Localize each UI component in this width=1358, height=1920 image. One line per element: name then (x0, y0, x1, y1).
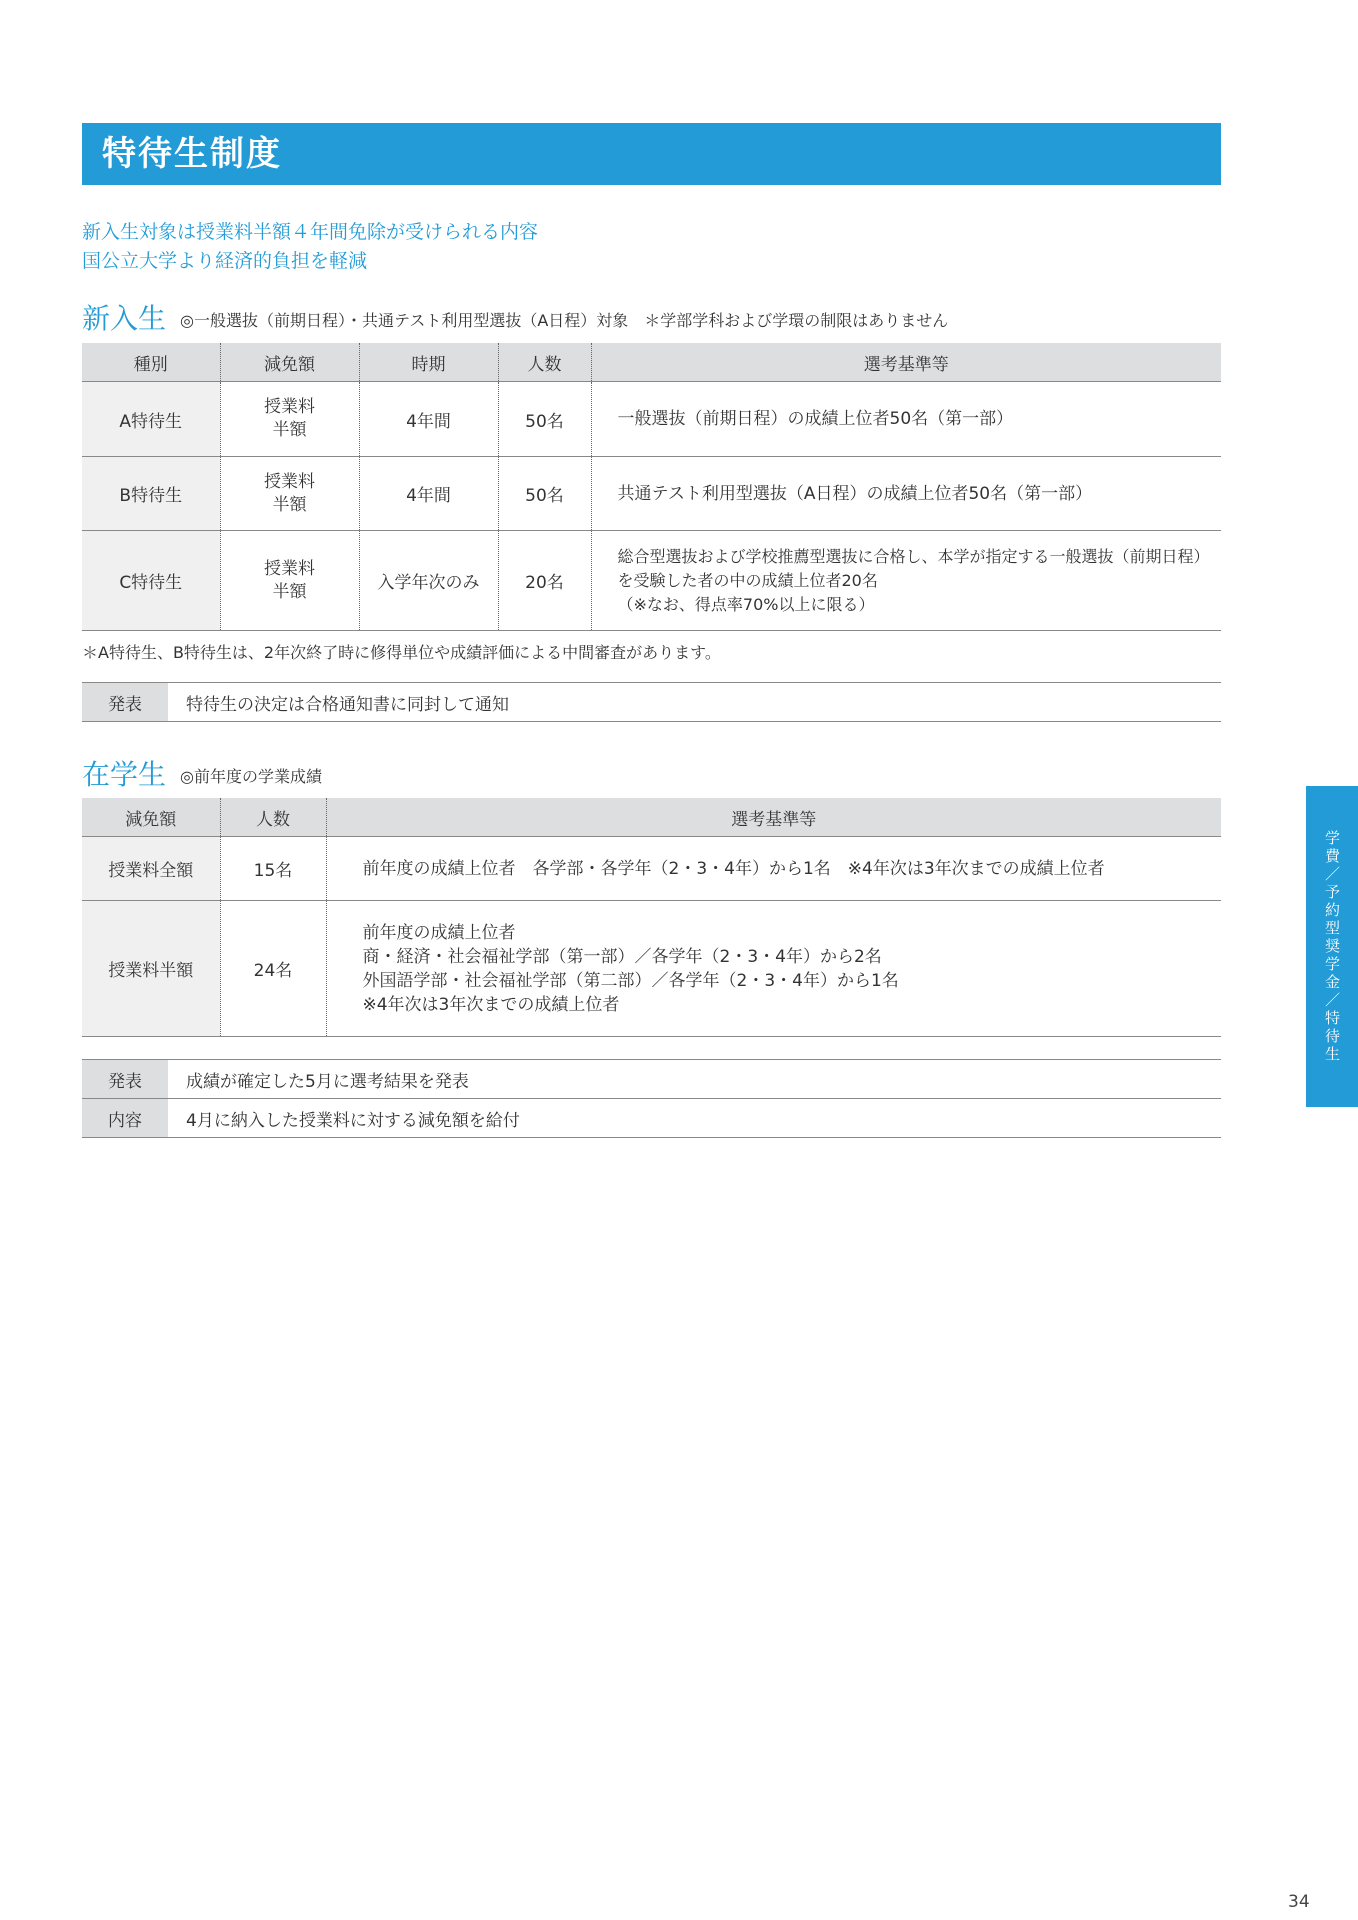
table-header-row (82, 798, 1221, 837)
section-note: ◎一般選抜（前期日程）・共通テスト利用型選抜（A日程）対象 ＊学部学科および学環の制限はありません (180, 311, 949, 330)
reduction-line: 半額 (272, 581, 307, 602)
criteria-line: を受験した者の中の成績上位者20名 (617, 570, 878, 590)
info-value: 4月に納入した授業料に対する減免額を給付 (186, 1110, 520, 1131)
info-row (82, 683, 1221, 722)
criteria-cell (326, 901, 1221, 1037)
criteria-line: 共通テスト利用型選抜（A日程）の成績上位者50名（第一部） (617, 483, 1093, 504)
new-students-table (82, 343, 1221, 631)
period-cell: 4年間 (359, 457, 498, 531)
section-note: ◎前年度の学業成績 (180, 767, 322, 786)
reduction-line: 授業料 (264, 397, 315, 417)
table-row (82, 901, 1221, 1037)
reduction-cell: 授業料半額 (82, 901, 220, 1037)
type-cell: C特待生 (82, 531, 220, 631)
type-cell: B特待生 (82, 457, 220, 531)
side-tab-label: 学費／予約型奨学金／特待生 (1323, 829, 1341, 1064)
count-cell: 50名 (498, 382, 591, 457)
column-header: 選考基準等 (326, 798, 1221, 837)
criteria-line: （※なお、得点率70%以上に限る） (617, 594, 875, 614)
criteria-cell (591, 382, 1221, 457)
criteria-line: 前年度の成績上位者 各学部・各学年（2・3・4年）から1名 ※4年次は3年次までの成績上位者 (362, 858, 1105, 879)
count-cell: 24名 (220, 901, 326, 1037)
announce-table (82, 682, 1221, 722)
reduction-line: 授業料 (264, 471, 315, 492)
reduction-cell (220, 531, 359, 631)
criteria-line: 一般選抜（前期日程）の成績上位者50名（第一部） (617, 409, 1014, 429)
section-title: 在学生 (82, 758, 167, 791)
footnote: ＊A特待生、B特待生は、2年次終了時に修得単位や成績評価による中間審査があります。 (82, 643, 721, 662)
column-header: 選考基準等 (591, 343, 1221, 382)
criteria-line: 前年度の成績上位者 (362, 922, 516, 943)
column-header: 減免額 (82, 798, 220, 837)
count-cell: 15名 (220, 837, 326, 901)
criteria-cell (591, 531, 1221, 631)
reduction-cell: 授業料全額 (82, 837, 220, 901)
table-row (82, 531, 1221, 631)
column-header: 種別 (82, 343, 220, 382)
new-students-heading (82, 300, 948, 336)
info-label: 発表 (82, 683, 168, 721)
reduction-line: 半額 (272, 420, 307, 440)
current-students-heading (82, 756, 322, 792)
criteria-cell (591, 457, 1221, 531)
criteria-line: 外国語学部・社会福祉学部（第二部）／各学年（2・3・4年）から1名 (362, 970, 899, 991)
info-label: 発表 (82, 1060, 168, 1098)
column-header: 人数 (498, 343, 591, 382)
reduction-cell (220, 382, 359, 457)
criteria-line: ※4年次は3年次までの成績上位者 (362, 994, 620, 1015)
info-row (82, 1099, 1221, 1138)
criteria-line: 総合型選抜および学校推薦型選抜に合格し、本学が指定する一般選抜（前期日程） (617, 546, 1210, 566)
page-number: 34 (1288, 1892, 1310, 1912)
criteria-cell (326, 837, 1221, 901)
section-title: 新入生 (82, 302, 167, 335)
current-students-table (82, 798, 1221, 1037)
type-cell: A特待生 (82, 382, 220, 457)
info-label: 内容 (82, 1099, 168, 1137)
intro-line: 新入生対象は授業料半額４年間免除が受けられる内容 (82, 221, 539, 243)
table-row (82, 837, 1221, 901)
table-header-row (82, 343, 1221, 382)
column-header: 時期 (359, 343, 498, 382)
intro-text (82, 218, 538, 276)
page-title: 特待生制度 (82, 123, 1221, 185)
table-row (82, 457, 1221, 531)
reduction-cell (220, 457, 359, 531)
count-cell: 20名 (498, 531, 591, 631)
current-info-table (82, 1059, 1221, 1138)
criteria-line: 商・経済・社会福祉学部（第一部）／各学年（2・3・4年）から2名 (362, 946, 882, 967)
reduction-line: 授業料 (264, 558, 315, 579)
column-header: 人数 (220, 798, 326, 837)
info-value: 成績が確定した5月に選考結果を発表 (186, 1071, 469, 1092)
count-cell: 50名 (498, 457, 591, 531)
column-header: 減免額 (220, 343, 359, 382)
info-row (82, 1060, 1221, 1099)
reduction-line: 半額 (272, 494, 307, 515)
period-cell: 入学年次のみ (359, 531, 498, 631)
info-value: 特待生の決定は合格通知書に同封して通知 (186, 694, 509, 715)
period-cell: 4年間 (359, 382, 498, 457)
intro-line: 国公立大学より経済的負担を軽減 (82, 250, 368, 272)
table-row (82, 382, 1221, 457)
side-tab[interactable] (1306, 786, 1358, 1107)
